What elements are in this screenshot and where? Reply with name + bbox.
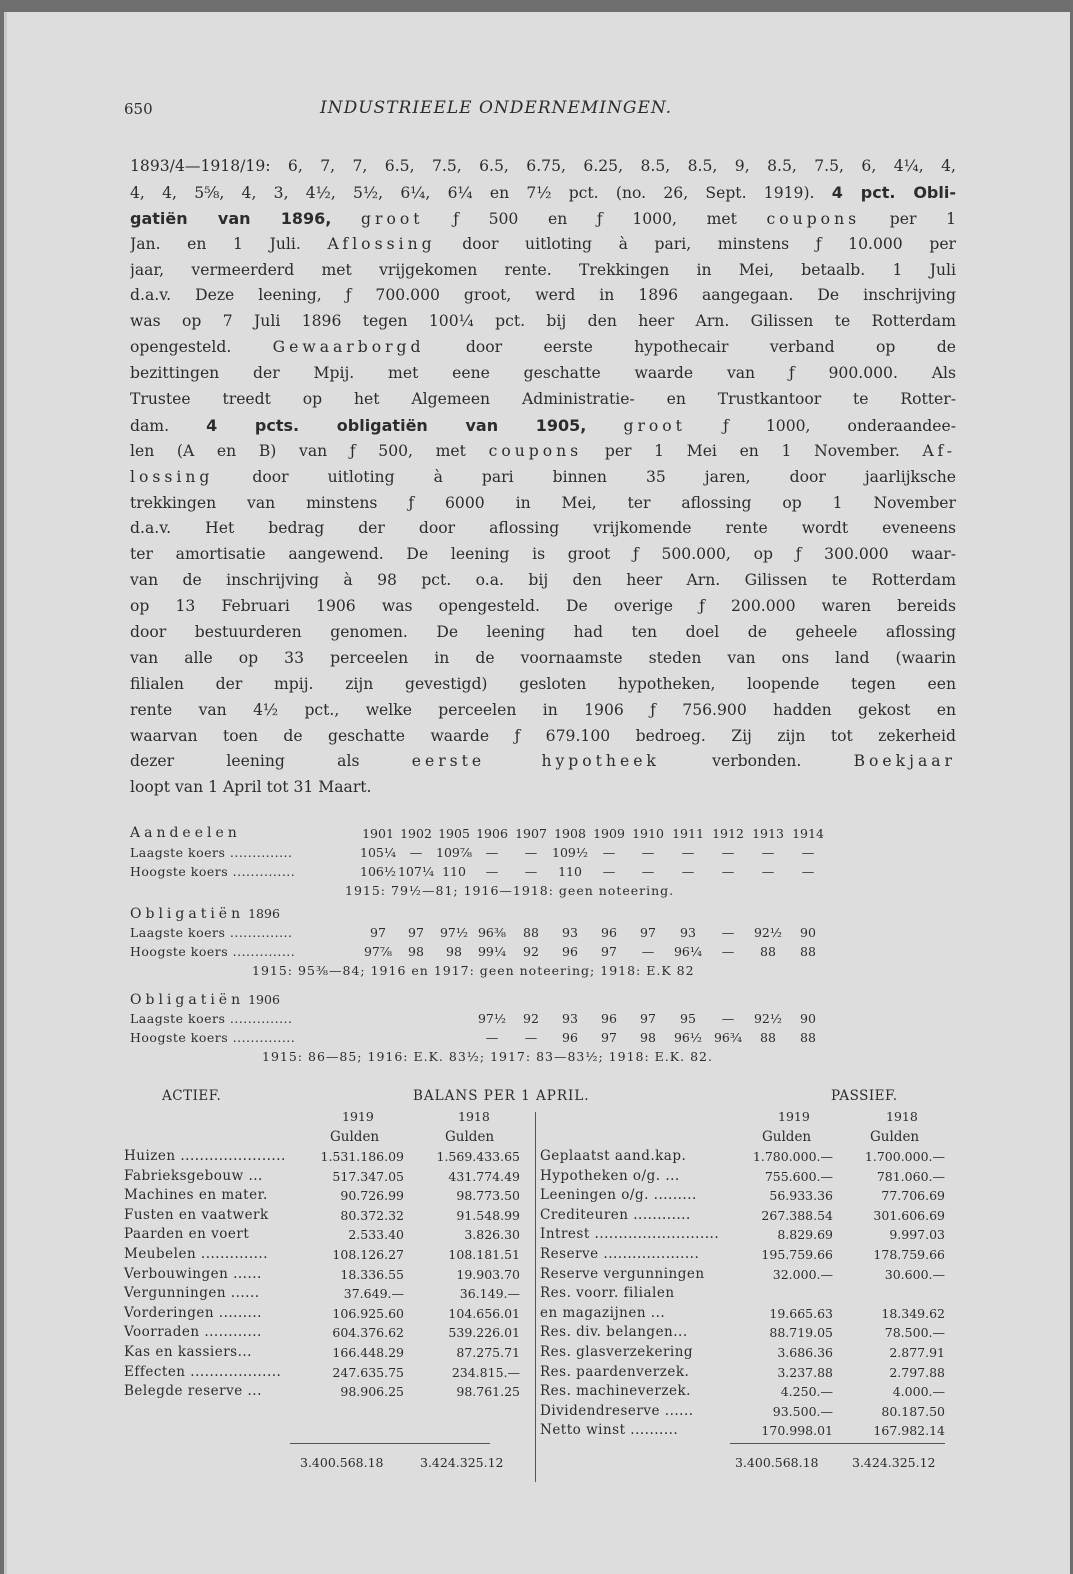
body-line: dezer leening als eerste hypotheek verbonden. Boekjaar: [130, 752, 956, 771]
koers-value: 93: [680, 925, 696, 940]
actief-table: [124, 1147, 534, 1402]
balance-label: Res. div. belangen...: [540, 1324, 688, 1341]
koers-value: —: [524, 1030, 538, 1045]
koers-value: —: [524, 845, 538, 860]
balance-value-1918: 91.548.99: [456, 1207, 520, 1223]
balance-row: [540, 1265, 945, 1285]
passief-unit-1918: Gulden: [870, 1129, 920, 1145]
actief-year-1918: 1918: [458, 1109, 490, 1124]
balance-value-1919: 106.925.60: [332, 1305, 404, 1321]
balance-label: Huizen ......................: [124, 1148, 286, 1164]
actief-total-1919: 3.400.568.18: [300, 1455, 384, 1470]
body-line: jaar, vermeerderd met vrijgekomen rente. Trekkingen in Mei, betaalb. 1 Juli: [130, 260, 956, 279]
year-header: 1912: [712, 826, 744, 841]
koers-value: 93: [562, 925, 578, 940]
koers-value: 107¼: [398, 864, 434, 879]
balance-label: Netto winst ..........: [540, 1422, 679, 1439]
balance-value-1919: 170.998.01: [761, 1423, 833, 1439]
year-header: 1902: [400, 826, 432, 841]
koers-value: —: [641, 944, 655, 959]
balance-value-1918: 80.187.50: [881, 1403, 945, 1419]
koers-value: 97: [640, 1011, 656, 1026]
balance-label: Reserve vergunningen: [540, 1265, 705, 1282]
year-header: 1905: [438, 826, 470, 841]
actief-total-rule: [290, 1443, 490, 1444]
balance-value-1918: 19.903.70: [456, 1266, 520, 1282]
balans-title-center: BALANS PER 1 APRIL.: [413, 1088, 590, 1104]
koers-header-row: [130, 824, 950, 843]
balance-row: [124, 1284, 534, 1304]
balance-row: [540, 1147, 945, 1167]
passief-unit-1919: Gulden: [762, 1129, 812, 1145]
balance-value-1918: 2.797.88: [889, 1364, 945, 1380]
koers-value: 109½: [552, 845, 588, 860]
balance-row: [540, 1382, 945, 1402]
body-line: Trustee treedt op het Algemeen Administratie- en Trustkantoor te Rotter-: [130, 390, 956, 409]
koers-value: —: [721, 944, 735, 959]
balance-value-1918: 30.600.—: [884, 1266, 945, 1282]
balance-value-1918: 1.700.000.—: [864, 1149, 945, 1164]
koers-row: Hoogste koers .............. 106½ 107¼ 110 — — 110 — — — — — —: [130, 862, 950, 881]
balance-label: Dividendreserve ......: [540, 1402, 694, 1419]
balance-label: Machines en mater.: [124, 1187, 268, 1204]
year-header: 1914: [792, 826, 824, 841]
balance-value-1918: 104.656.01: [448, 1305, 520, 1321]
balance-value-1918: 781.060.—: [876, 1168, 945, 1184]
balance-row: [540, 1186, 945, 1206]
koers-value: 96⅜: [477, 925, 507, 940]
balance-row: [540, 1304, 945, 1324]
body-line: 4, 4, 5⅝, 4, 3, 4½, 5½, 6¼, 6¼ en 7½ pct. (no. 26, Sept. 1919). 4 pct. Obli-: [130, 182, 956, 202]
passief-total-1918: 3.424.325.12: [852, 1455, 936, 1470]
body-line: waarvan toen de geschatte waarde ƒ 679.100 bedroeg. Zij zijn tot zekerheid: [130, 726, 956, 745]
year-header: 1910: [632, 826, 664, 841]
koers-value: —: [485, 1030, 499, 1045]
balance-label: Belegde reserve ...: [124, 1383, 262, 1400]
balance-value-1919: 80.372.32: [340, 1207, 404, 1223]
balance-value-1918: 18.349.62: [881, 1305, 945, 1321]
body-line: door bestuurderen genomen. De leening had ten doel de geheele aflossing: [130, 623, 956, 642]
koers-value: —: [721, 845, 735, 860]
balance-row: [540, 1343, 945, 1363]
koers-value: 99¼: [477, 944, 507, 959]
koers-value: 88: [800, 1030, 816, 1045]
balance-value-1918: 9.997.03: [889, 1227, 945, 1243]
balance-value-1918: 167.982.14: [873, 1423, 945, 1439]
koers-value: —: [801, 845, 815, 860]
balance-value-1919: 517.347.05: [332, 1168, 404, 1184]
koers-value: 96: [562, 944, 578, 959]
koers-value: —: [641, 845, 655, 860]
balance-label: Verbouwingen ......: [124, 1265, 262, 1282]
balance-value-1919: 18.336.55: [340, 1266, 404, 1282]
koers-value: 88: [760, 1030, 776, 1045]
koers-value: —: [641, 864, 655, 879]
balance-label: Voorraden ............: [124, 1324, 262, 1341]
koers-value: 95: [680, 1011, 696, 1026]
balance-value-1919: 3.237.88: [777, 1364, 833, 1380]
koers-value: 97: [640, 925, 656, 940]
body-line: ter amortisatie aangewend. De leening is groot ƒ 500.000, op ƒ 300.000 waar-: [130, 545, 956, 564]
balance-value-1918: 36.149.—: [459, 1286, 520, 1302]
koers-note: 1915: 86—85; 1916: E.K. 83½; 1917: 83—83½; 1918: E.K. 82.: [262, 1049, 713, 1064]
balance-label: Intrest ..........................: [540, 1226, 720, 1243]
koers-row: Laagste koers .............. 97 97 97½ 96⅜ 88 93 96 97 93 — 92½ 90: [130, 923, 950, 942]
actief-unit-1919: Gulden: [330, 1129, 380, 1145]
balance-row: [124, 1265, 534, 1285]
balance-row: [540, 1323, 945, 1343]
balance-row: [540, 1225, 945, 1245]
passief-total-1919: 3.400.568.18: [735, 1455, 819, 1470]
koers-value: 97: [601, 944, 617, 959]
body-line: op 13 Februari 1906 was opengesteld. De overige ƒ 200.000 waren bereids: [130, 597, 956, 616]
body-line: van de inschrijving à 98 pct. o.a. bij den heer Arn. Gilissen te Rotterdam: [130, 571, 956, 590]
koers-value: 109⅞: [436, 845, 472, 860]
koers-row: Hoogste koers .............. — — 96 97 98 96½ 96¾ 88 88: [130, 1028, 950, 1047]
balance-value-1919: 8.829.69: [777, 1227, 833, 1243]
balance-row: [124, 1225, 534, 1245]
balance-value-1919: 108.126.27: [332, 1246, 404, 1262]
balance-value-1919: 755.600.—: [764, 1168, 833, 1184]
balance-label: Vorderingen .........: [124, 1304, 262, 1321]
koers-value: —: [409, 845, 423, 860]
koers-value: —: [524, 864, 538, 879]
passief-year-1918: 1918: [886, 1109, 918, 1124]
body-line: Jan. en 1 Juli. Aflossing door uitloting à pari, minstens ƒ 10.000 per: [130, 234, 956, 253]
balance-row: [124, 1323, 534, 1343]
balance-row: [124, 1206, 534, 1226]
balance-row: [124, 1363, 534, 1383]
running-title: INDUSTRIEELE ONDERNEMINGEN.: [320, 98, 673, 118]
body-line: opengesteld. Gewaarborgd door eerste hypothecair verband op de: [130, 338, 956, 357]
koers-value: 110: [558, 864, 582, 879]
balance-label: Hypotheken o/g. ...: [540, 1167, 680, 1184]
koers-value: 97½: [439, 925, 469, 940]
balance-value-1918: 3.826.30: [464, 1227, 520, 1243]
balance-value-1918: 431.774.49: [448, 1168, 520, 1184]
actief-year-1919: 1919: [342, 1109, 374, 1124]
balance-label: Kas en kassiers...: [124, 1343, 252, 1360]
balance-row: [124, 1186, 534, 1206]
balance-value-1918: 234.815.—: [451, 1364, 520, 1380]
balance-label: Geplaatst aand.kap.: [540, 1148, 687, 1164]
balance-row: [540, 1167, 945, 1187]
balance-value-1919: 2.533.40: [348, 1227, 404, 1243]
koers-value: 106½: [360, 864, 396, 879]
body-line: trekkingen van minstens ƒ 6000 in Mei, ter aflossing op 1 November: [130, 493, 956, 512]
koers-value: 92½: [753, 925, 783, 940]
section-title: Aandeelen: [130, 825, 241, 841]
year-header: 1911: [672, 826, 704, 841]
balans-title-left: ACTIEF.: [162, 1088, 222, 1104]
koers-value: 92: [523, 944, 539, 959]
body-line: dam. 4 pcts. obligatiën van 1905, groot ƒ 1000, onderaandee-: [130, 415, 956, 435]
koers-value: 110: [442, 864, 466, 879]
page-number: 650: [124, 100, 153, 118]
koers-value: —: [602, 845, 616, 860]
balance-value-1919: 3.686.36: [777, 1344, 833, 1360]
balance-value-1919: 195.759.66: [761, 1246, 833, 1262]
passief-total-rule: [730, 1443, 945, 1444]
balance-value-1919: 604.376.62: [332, 1325, 404, 1341]
balance-value-1919: 4.250.—: [780, 1384, 833, 1400]
koers-value: 96¾: [713, 1030, 743, 1045]
koers-value: 97: [408, 925, 424, 940]
koers-value: 96: [601, 925, 617, 940]
year-header: 1909: [593, 826, 625, 841]
balance-label: Res. paardenverzek.: [540, 1363, 690, 1380]
balance-label: Leeningen o/g. .........: [540, 1187, 697, 1204]
body-paragraph: [130, 154, 956, 801]
body-line: van alle op 33 perceelen in de voornaamste steden van ons land (waarin: [130, 648, 956, 667]
balance-value-1919: 19.665.63: [769, 1305, 833, 1321]
koers-value: 90: [800, 1011, 816, 1026]
koers-value: 90: [800, 925, 816, 940]
body-line: 1893/4—1918/19: 6, 7, 7, 6.5, 7.5, 6.5, 6.75, 6.25, 8.5, 8.5, 9, 8.5, 7.5, 6, 4¼, 4,: [130, 157, 956, 175]
year-header: 1913: [752, 826, 784, 841]
koers-value: —: [485, 864, 499, 879]
koers-value: —: [602, 864, 616, 879]
body-line: filialen der mpij. zijn gevestigd) gesloten hypotheken, loopende tegen een: [130, 674, 956, 693]
koers-value: 98: [640, 1030, 656, 1045]
balance-value-1918: 539.226.01: [448, 1325, 520, 1341]
balance-label: Res. voorr. filialen: [540, 1285, 675, 1302]
koers-value: 97⅞: [363, 944, 393, 959]
section-title-row: Obligatiën 1906: [130, 992, 280, 1008]
koers-value: —: [721, 864, 735, 879]
balance-label: Fusten en vaatwerk: [124, 1206, 269, 1223]
body-line: gatiën van 1896, groot ƒ 500 en ƒ 1000, met coupons per 1: [130, 208, 956, 228]
balance-label: en magazijnen ...: [540, 1304, 666, 1321]
balance-value-1918: 301.606.69: [873, 1207, 945, 1223]
body-line: lossing door uitloting à pari binnen 35 jaren, door jaarlijksche: [130, 467, 956, 486]
balance-value-1919: 56.933.36: [769, 1188, 833, 1204]
balance-label: Reserve ....................: [540, 1245, 700, 1262]
koers-value: 96½: [673, 1030, 703, 1045]
body-line: rente van 4½ pct., welke perceelen in 1906 ƒ 756.900 hadden gekost en: [130, 700, 956, 719]
koers-row: Laagste koers .............. 97½ 92 93 96 97 95 — 92½ 90: [130, 1009, 950, 1028]
balance-value-1919: 32.000.—: [772, 1266, 833, 1282]
body-line: was op 7 Juli 1896 tegen 100¼ pct. bij den heer Arn. Gilissen te Rotterdam: [130, 312, 956, 331]
koersen-table: [130, 824, 950, 1066]
koers-value: —: [721, 1011, 735, 1026]
balance-value-1918: 78.500.—: [884, 1325, 945, 1341]
koers-value: 88: [760, 944, 776, 959]
koers-value: 96: [562, 1030, 578, 1045]
balance-value-1918: 108.181.51: [448, 1246, 520, 1262]
body-line: bezittingen der Mpij. met eene geschatte waarde van ƒ 900.000. Als: [130, 364, 956, 383]
balance-row: [124, 1343, 534, 1363]
balance-value-1918: 87.275.71: [456, 1344, 520, 1360]
koers-note: 1915: 95⅜—84; 1916 en 1917: geen noteering; 1918: E.K 82: [252, 963, 695, 978]
balance-row: [540, 1284, 945, 1304]
body-line: len (A en B) van ƒ 500, met coupons per 1 Mei en 1 November. Af-: [130, 441, 956, 460]
balance-value-1919: 1.780.000.—: [752, 1149, 833, 1164]
actief-unit-1918: Gulden: [445, 1129, 495, 1145]
koers-value: —: [801, 864, 815, 879]
balance-row: [540, 1421, 945, 1441]
koers-value: 96¼: [673, 944, 703, 959]
balance-row: [540, 1363, 945, 1383]
balance-value-1919: 247.635.75: [332, 1364, 404, 1380]
balance-label: Res. glasverzekering: [540, 1343, 694, 1360]
year-header: 1906: [476, 826, 508, 841]
balance-label: Res. machineverzek.: [540, 1383, 691, 1400]
balance-value-1918: 77.706.69: [881, 1188, 945, 1204]
koers-note: 1915: 79½—81; 1916—1918: geen noteering.: [345, 883, 675, 898]
year-header: 1907: [515, 826, 547, 841]
koers-value: 92½: [753, 1011, 783, 1026]
balance-row: [124, 1304, 534, 1324]
koers-value: —: [681, 864, 695, 879]
balance-label: Vergunningen ......: [124, 1285, 260, 1302]
balance-value-1918: 2.877.91: [889, 1344, 945, 1360]
koers-value: —: [681, 845, 695, 860]
koers-value: 93: [562, 1011, 578, 1026]
balance-value-1919: 98.906.25: [340, 1384, 404, 1400]
balance-row: [124, 1147, 534, 1167]
balance-value-1919: 37.649.—: [343, 1286, 404, 1302]
koers-value: —: [485, 845, 499, 860]
balance-row: [124, 1245, 534, 1265]
koers-value: 105¼: [360, 845, 396, 860]
passief-year-1919: 1919: [778, 1109, 810, 1124]
koers-value: 97: [370, 925, 386, 940]
koers-row: Hoogste koers .............. 97⅞ 98 98 99¼ 92 96 97 — 96¼ — 88 88: [130, 942, 950, 961]
balance-row: [540, 1245, 945, 1265]
balance-row: [540, 1402, 945, 1422]
koers-value: 98: [446, 944, 462, 959]
koers-value: 88: [523, 925, 539, 940]
koers-value: 92: [523, 1011, 539, 1026]
balance-value-1919: 90.726.99: [340, 1188, 404, 1204]
balance-value-1918: 98.773.50: [456, 1188, 520, 1204]
koers-value: 98: [408, 944, 424, 959]
balance-value-1918: 98.761.25: [456, 1384, 520, 1400]
balance-row: [540, 1206, 945, 1226]
koers-value: 88: [800, 944, 816, 959]
koers-value: 96: [601, 1011, 617, 1026]
koers-value: —: [721, 925, 735, 940]
balance-value-1919: 267.388.54: [761, 1207, 833, 1223]
balans-divider: [535, 1112, 536, 1482]
balance-value-1919: 93.500.—: [772, 1403, 833, 1419]
balance-label: Meubelen ..............: [124, 1245, 269, 1262]
balans-title-right: PASSIEF.: [831, 1088, 898, 1104]
balance-label: Paarden en voert: [124, 1226, 250, 1243]
balance-value-1919: 166.448.29: [332, 1344, 404, 1360]
body-line: d.a.v. Deze leening, ƒ 700.000 groot, werd in 1896 aangegaan. De inschrijving: [130, 286, 956, 305]
koers-value: 97½: [477, 1011, 507, 1026]
balance-label: Fabrieksgebouw ...: [124, 1167, 263, 1184]
actief-total-1918: 3.424.325.12: [420, 1455, 504, 1470]
koers-value: 97: [601, 1030, 617, 1045]
year-header: 1901: [362, 826, 394, 841]
balance-value-1918: 1.569.433.65: [436, 1149, 520, 1164]
balance-value-1918: 178.759.66: [873, 1246, 945, 1262]
body-line: loopt van 1 April tot 31 Maart.: [130, 778, 372, 797]
balance-value-1919: 1.531.186.09: [320, 1149, 404, 1164]
passief-table: [540, 1147, 945, 1441]
balance-value-1918: 4.000.—: [892, 1384, 945, 1400]
section-title-row: Obligatiën 1896: [130, 906, 280, 922]
year-header: 1908: [554, 826, 586, 841]
koers-row: Laagste koers .............. 105¼ — 109⅞ — — 109½ — — — — — —: [130, 843, 950, 862]
balance-row: [124, 1382, 534, 1402]
body-line: d.a.v. Het bedrag der door aflossing vrijkomende rente wordt eveneens: [130, 519, 956, 538]
balance-value-1919: 88.719.05: [769, 1325, 833, 1341]
balance-row: [124, 1167, 534, 1187]
koers-value: —: [761, 845, 775, 860]
koers-value: —: [761, 864, 775, 879]
balance-label: Crediteuren ............: [540, 1206, 691, 1223]
balance-label: Effecten ...................: [124, 1363, 282, 1380]
